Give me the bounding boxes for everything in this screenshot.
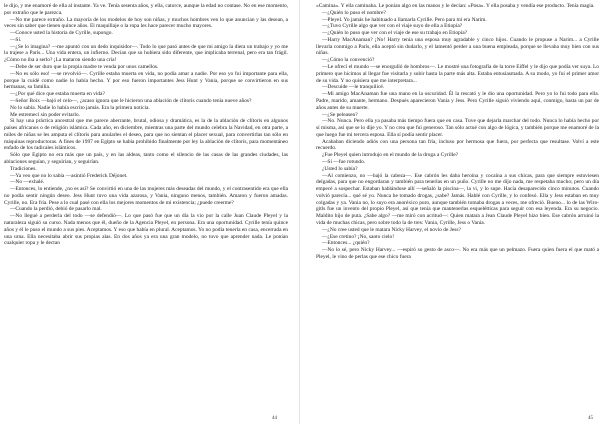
- paragraph: No lo sabía. Nadie lo había escrito jamás. Era la primera noticia.: [10, 104, 150, 111]
- paragraph: —Sí.: [10, 36, 22, 43]
- paragraph: —Pleyel. Yo jamás he habituado a llamarla Cyrille. Pero para mí era Narim.: [322, 16, 487, 23]
- paragraph: —Al comienzo, no —bajó la cabeza—. Ese cabrón les daba heroína y cocaína a sus chicas, para que siempre estuviesen delgadas, para que no engordaran y también para tenerlas en un puño. Cyrille no me dijo nada, me respetaba mucho; pero un día empecé a sospechar. Estaban hablándose allí —señaló la piscina—, la vi, y lo supe. Hacía desaparecido cinco minutos. Cuando volvió parecía... qué sé yo. Nunca he tomado drogas, ¿sabe? Jamás. Hablé con Cyrille, y lo confesó. Ella y Jess estaban en muy colgadas y ya. Vania no, lo suyo era anoréxico puro, aunque también tomaba drogas a veces, me ofreció. Bueno... lo de las Wiro-gitls fue un invento del propio Pleyel, así que tenía que mantenerlas esquelétticas para seguir con esa leyenda. Era su negocio. Maldito hijo de puta. ¿Sabe algo? —me miró con acritud—: Quien matara a Jean Claude Pleyel hizo bien. Ese cabrón arruinó la vida de muchas chicas, pero sobre todo la de tres: Vania, Cyrille, Jess o Vania.: [316, 172, 599, 226]
- paragraph: —¿Por qué dice que estaba muerta en vida?: [10, 91, 105, 98]
- paragraph: —No es sólo eso! —se revolvió—. Cyrille estaba muerta en vida, no podía amar a nadie. Por eso yo fui importante para ella, porque la cuidé como nadie lo había hecho. Y por eso fueron importantes Jess Hunt y Vania, porque se convirtieron en sus hermanas, su familia.: [4, 70, 288, 91]
- paragraph: —¿Quién lo puso el nombre?: [322, 9, 386, 16]
- paragraph: —Cuando la perdió, debió de pasarlo mal.: [10, 206, 102, 213]
- right-page-number: 45: [588, 416, 593, 421]
- paragraph: Sólo que Egipto no era más que un país, y en las aldeas, tanto como el silencio de las casas de las grandes ciudades, las ablaciones seguían, y seguirían, y seguirían.: [4, 152, 288, 165]
- paragraph: —Mi amigo MacAnaman fue una mano en la oscuridad. Él la rescató y le dio una oportunidad. Pero yo lo fui todo para ella. Padre, marido, amante, hermano. Después aparecieron Vania y Jess. Pero Cyrille siguió viviendo aquí, conmigo, hasta un par de años antes de su muerte.: [316, 91, 599, 111]
- paragraph: —¿Se peleasen?: [322, 111, 358, 118]
- paragraph: —Ya veo que no lo sabía —asintió Frederick Déjonet.: [10, 172, 128, 179]
- paragraph: —No me parece extraño. La mayoría de los modelos de hoy son niñas, y muchos hombres ven lo que anuncian y las desean, a veces sin saber que tienen quince años. El maquillaje o la ropa les hace parecer mucho mayores.: [4, 16, 288, 30]
- paragraph: Si hay una práctica ancestral que me parece aberrante, brutal, odiosa y dramática, es la de la ablación de clítoris en algunos países africanos o de religión islámica. Cada año, en diciembre, mientras una parte del mundo celebra la Navidad, en otra parte, a miles de niñas se les amputa el clítoris para anularles el deseo, para que no sientan el placer sexual, para convertirlas tan sólo en máquinas reproductoras. A fines de 1997 en Egipto se había prohibido finalmente por ley la ablación de clítoris, para momentáneo enfado de los radicales islámicos.: [4, 118, 288, 152]
- right-page: [316, 3, 599, 417]
- paragraph: Acababan diciendo adiós con una persona tan fría, incluso por hermosa que fuera, por perfecta que resultase. Volví a este recuerdo.: [316, 138, 599, 152]
- paragraph: «Camina». Y ella caminaba. Le ponían algo en las manos y le decían: «Posa». Y ella posaba y vendía ese producto. Tenía magia.: [316, 3, 595, 9]
- paragraph: le dijo, y me enamoré de ella al instante. Ya ve. Tenía sesenta años, y ella, catorce, aunque la edad no contase. No en ese momento, por extraño que le parezca.: [4, 3, 288, 16]
- paragraph: Tradiciones.: [10, 165, 37, 172]
- paragraph: —¿Se lo imagina? —me apuntó con un dedo inquisidor—. Todo lo que pasó antes de que mi amigo la diera un trabajo y yo me la trajese a París... Una vida entera, un infierno. Decían que su hubiera sido diferente, que implicaba terrenal, pero era tan frágil. ¿Cómo no iba a serlo? ¡La mataron siendo una cría!: [4, 43, 288, 64]
- paragraph: —Sí —fue rotundo.: [322, 158, 366, 165]
- paragraph: —No. Nunca. Pero ella ya pasaba más tiempo fuera que en casa. Tuve que dejarla marchar del todo. Nunca lo había hecho por sí misma, así que se lo dije yo. Y no crea que fui generoso. Tan sólo actué con algo de lógica, y también porque me enamoré de la que luego fue mi tercera esposa. Ella sí podía sentir placer.: [316, 118, 599, 138]
- paragraph: —Descuide —le tranquilicé.: [322, 84, 385, 91]
- paragraph: —¿Quién lo puso que ver con el viaje de ese su trabajo en Etiopía?: [322, 30, 468, 37]
- paragraph: —Señor Boix —bajó el celo—, ¿acaso ignora que le hicieron una ablación de clítoris cuando tenía nueve años?: [10, 97, 252, 104]
- paragraph: —No lo sé, pero Nicky Harvey... —espiró su gesto de asco—. No era más que un pelmazo. Fuera quien fuera el que mató a Pleyel, le vino de perlas que ese chico fuera: [316, 247, 599, 260]
- paragraph: —No —exhalé.: [10, 179, 45, 186]
- paragraph: —¿No cree usted que le matara Nicky Harvey, el novio de Jess?: [322, 226, 461, 233]
- paragraph: ¿Usted lo sabía?: [322, 165, 358, 172]
- paragraph: —Conoce usted la historia de Cyrille, supongo.: [10, 30, 113, 37]
- paragraph: —¿Cómo la convenció?: [322, 57, 375, 64]
- left-page-number: 44: [272, 416, 277, 421]
- paragraph: Me estremecí sin poder evitarlo.: [10, 111, 80, 118]
- paragraph: —Le ofrecí el mundo —se enorgulló de hombros—. Le mostré una fotografía de la torre Eiffel y le dijo que podía ver suya. Lo primero que hicimos al llegar fue visitarla y subir hasta la parte más alta. Estaba entusiasmada. A su modo, yo fui el primer amor de su vida. Y no quisiera que me interpretara...: [316, 64, 599, 84]
- paragraph: —Debe de ser duro que la propia madre te venda por unos camellos.: [10, 64, 159, 71]
- paragraph: ¿Fue Pleyel quien introdujo en el mundo de la droga a Cyrille?: [322, 152, 459, 159]
- paragraph: —Entonces, lo entiende, ¿no es así? Se convirtió en una de las mujeres más deseadas del mundo, y el contrasentido era que ella no podía sentir ningún deseo. Jess Hunt tuvo una vida azarosa, y Vania, ninguno menos, también. Amaron y fueron amadas. Cyrille, no. Era fría. Pese a lo cual pasé con ella los mejores momentos de mi existencia; ¿puede creerme?: [4, 186, 288, 206]
- left-page: [4, 3, 288, 417]
- paragraph: —Harry MacAnaman? ¡No! Harry tenía una esposa muy agradable y cinco hijos. Cuando le propuse a Narim... a Cyrille llevarla conmigo a París, ella aceptó sin dudarlo, y el lamentó perder a una buena empleada, porque se llevaba muy bien con sus niñas.: [316, 36, 599, 57]
- paragraph: —¿Tuvo Cyrille algo que ver con el viaje suyo de ella a Etiopía?: [322, 23, 463, 30]
- paragraph: —No llegué a perderla del todo —se defendió—. Lo que pasó fue que un día la vio por la calle Juan Claude Pleyel y la naturaleza siguió su curso. Nada menos que él, dueño de la Agencia Pleyel, en persona. Era una oportunidad. Cyrille tenía quince años y él le puso el mundo a sus pies. Aceptamos. Y eso que había en plural. Aceptamos. Yo no podía tenerla en casa, encerrada en una urna. Ella necesitaba abrir sus propias alas. En dos años ya era una gran modelo, no tuvo que aprender nada. Le ponían cualquier ropa y le dectan: [4, 213, 288, 247]
- paragraph: —Entonces... ¿quién?: [322, 240, 370, 247]
- page-gutter: [299, 0, 300, 424]
- paragraph: —¿Ese cretino? ¡No, santo cielo!: [322, 233, 395, 240]
